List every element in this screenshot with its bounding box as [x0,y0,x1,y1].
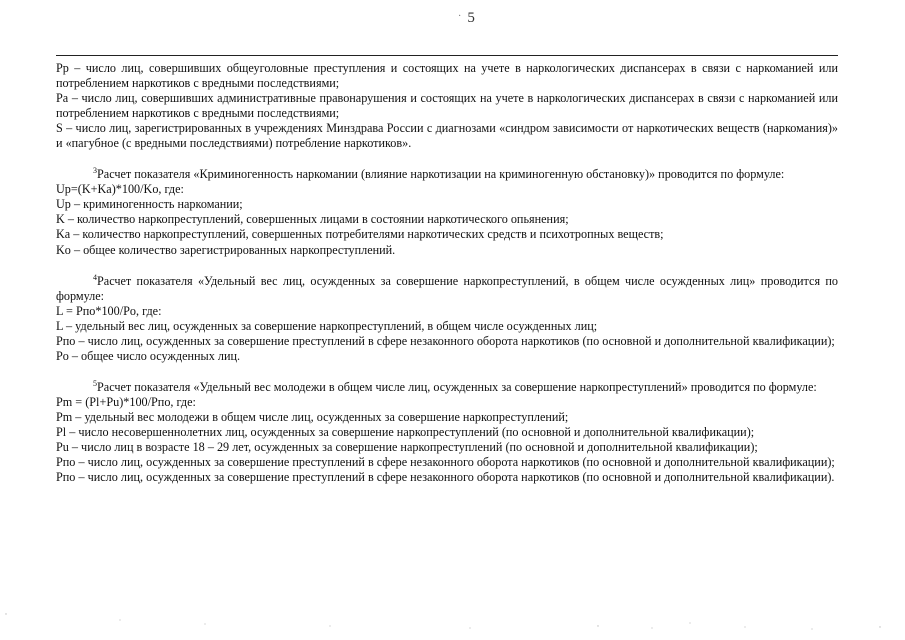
definition-line: Pm – удельный вес молодежи в общем числе лиц, осужденных за совершение наркопреступлений; [56,409,569,424]
definition-s: S – число лиц, зарегистрированных в учреждениях Минздрава России с диагнозами «синдром зависимости от наркотических веществ (наркомания)» и «пагубное (с вредными последствиями) потребление наркотиков». [56,121,838,151]
definition-line: Pо – общее число осужденных лиц. [56,348,241,363]
footnote-intro-text: Расчет показателя «Криминогенность наркомании (влияние наркотизации на криминогенную обстановку)» проводится по формуле: [97,167,785,182]
footnote-3-intro [56,167,838,182]
definition-line: Kо – общее количество зарегистрированных наркопреступлений. [56,242,396,257]
document-body [56,61,838,485]
definition-line: Pпо – число лиц, осужденных за совершение преступлений в сфере незаконного оборота наркотиков (по основной и дополнительной квалификации); [56,333,835,348]
scan-mark: · [458,11,462,22]
paragraph-gap [56,151,838,167]
definition-pr: Pр – число лиц, совершивших общеуголовные преступления и состоящих на учете в наркологических диспансерах в связи с наркоманией или потреблением наркотиков с вредными последствиями; [56,61,838,91]
footnote-marker: 3 [93,166,97,176]
definition-line: Pпо – число лиц, осужденных за совершение преступлений в сфере незаконного оборота наркотиков (по основной и дополнительной квалификации); [56,455,835,470]
formula-up: Uр=(K+Kа)*100/Kо, где: [56,182,184,197]
definition-line: Uр – криминогенность наркомании; [56,197,243,212]
definition-line: Pu – число лиц в возрасте 18 – 29 лет, осужденных за совершение наркопреступлений (по основной и дополнительной квалификации); [56,440,758,455]
footnote-intro-text: Расчет показателя «Удельный вес молодежи в общем числе лиц, осужденных за совершение наркопреступлений» проводится по формуле: [97,379,817,394]
footnote-marker: 5 [93,378,97,388]
scan-noise [0,600,905,640]
definition-line: L – удельный вес лиц, осужденных за совершение наркопреступлений, в общем числе осужденных лиц; [56,318,598,333]
page-number-text: 5 [467,10,475,26]
paragraph-gap [56,258,838,274]
page-number [458,10,475,27]
definition-line: K – количество наркопреступлений, совершенных лицами в состоянии наркотического опьянения; [56,212,569,227]
definition-line: Kа – количество наркопреступлений, совершенных потребителями наркотических средств и психотропных веществ; [56,227,664,242]
footnote-marker: 4 [93,272,97,282]
definition-line: Pпо – число лиц, осужденных за совершение преступлений в сфере незаконного оборота наркотиков (по основной и дополнительной квалификации). [56,470,835,485]
paragraph-gap [56,364,838,380]
footnote-4-intro [56,274,838,304]
formula-l: L = Pпо*100/Pо, где: [56,303,162,318]
header-rule [56,55,838,56]
definition-line: Pl – число несовершеннолетних лиц, осужденных за совершение наркопреступлений (по основной и дополнительной квалификации); [56,424,755,439]
footnote-5-intro [56,380,838,395]
formula-pm: Pm = (Pl+Pu)*100/Pпо, где: [56,394,196,409]
definition-pa: Pа – число лиц, совершивших административные правонарушения и состоящих на учете в наркологических диспансерах в связи с наркоманией или потреблением наркотиков с вредными последствиями; [56,91,838,121]
footnote-intro-text: Расчет показателя «Удельный вес лиц, осужденных за совершение наркопреступлений, в общем числе осужденных лиц» проводится по формуле: [56,273,838,303]
